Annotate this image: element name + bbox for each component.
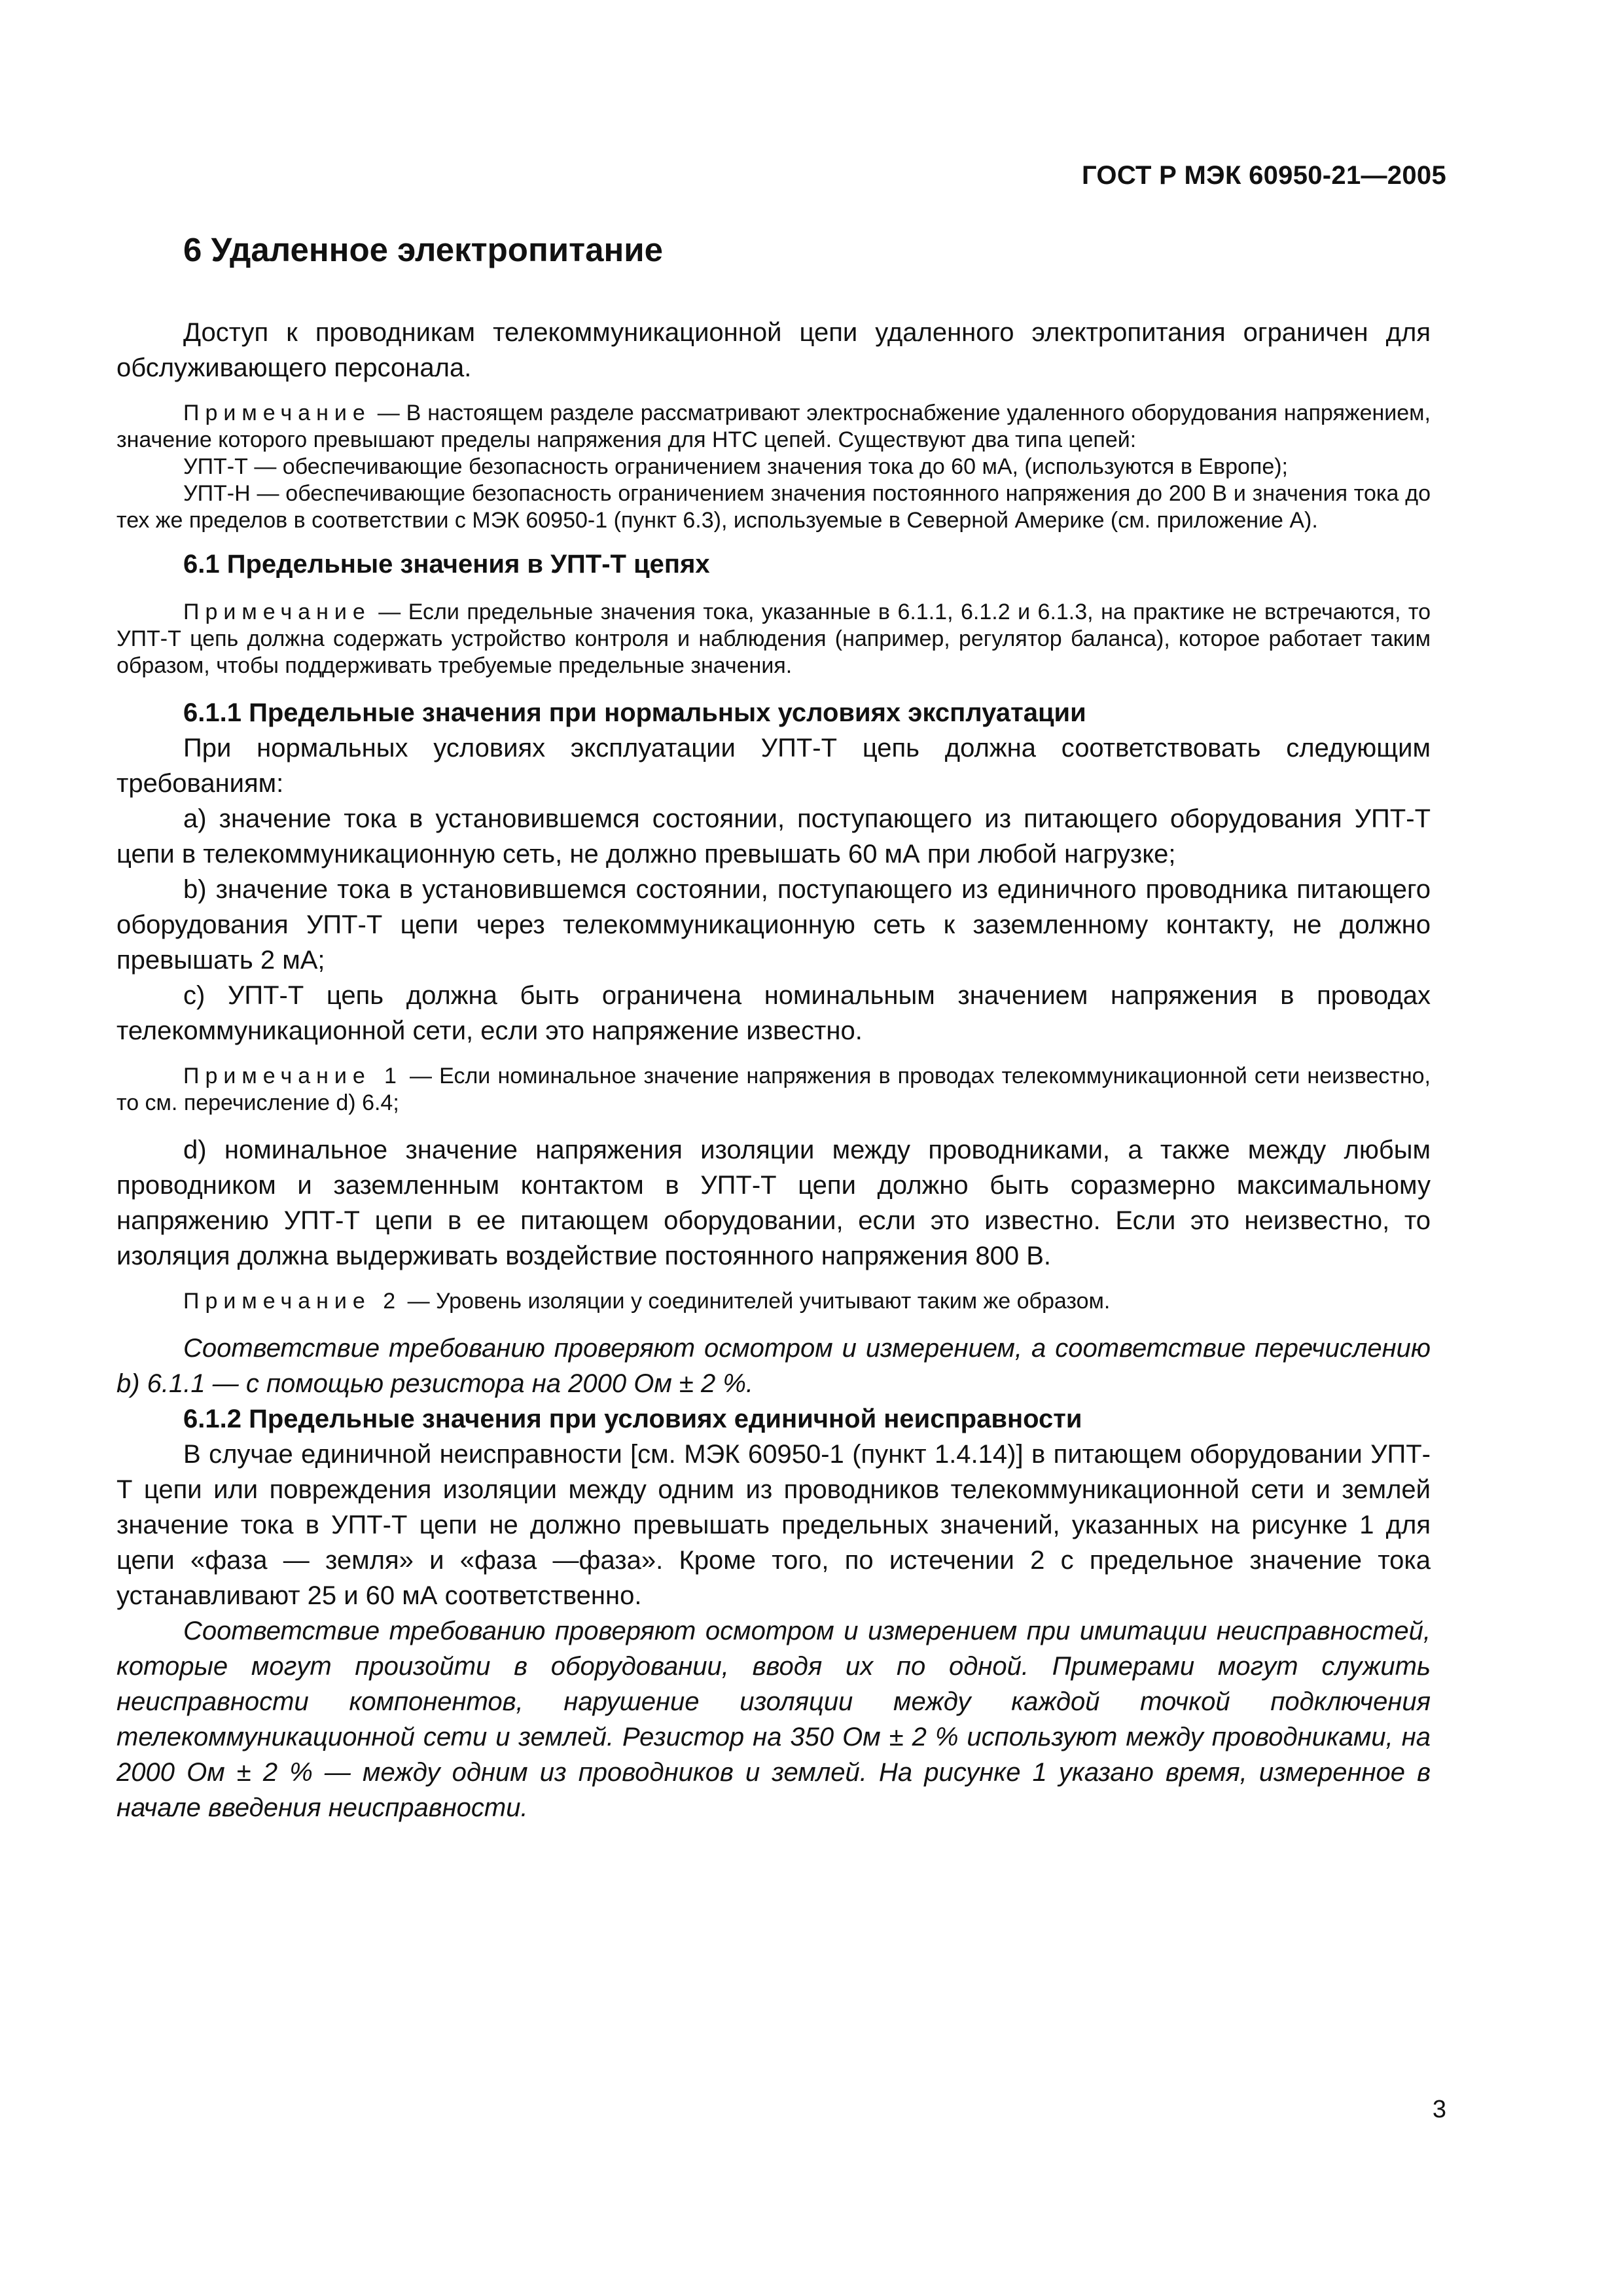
section-6-1-1-intro: При нормальных условиях эксплуатации УПТ-Т цепь должна соответствовать следующим требованиям:: [116, 734, 1431, 798]
document-code-header: ГОСТ Р МЭК 60950-21—2005: [1081, 161, 1446, 190]
list-item-d: d) номинальное значение напряжения изоляции между проводниками, а также между любым проводником и заземленным контактом в УПТ-Т цепи должно быть соразмерно максимальному напряжению УПТ-Т цепи в ее питающем оборудовании, если это известно. Если это неизвестно, то изоляция должна выдерживать воздействие постоянного напряжения 800 В.: [116, 1136, 1431, 1270]
section-6-1-title: 6.1 Предельные значения в УПТ-Т цепях: [183, 550, 710, 579]
section-6-title: 6 Удаленное электропитание: [183, 231, 663, 268]
compliance-6-1-2: Соответствие требованию проверяют осмотром и измерением при имитации неисправностей, которые могут произойти в оборудовании, вводя их по одной. Примерами могут служить неисправности компонентов, нарушение изоляции между каждой точкой подключения телекоммуникационной сети и землей. Резистор на 350 Ом ± 2 % используют между проводниками, на 2000 Ом ± 2 % — между одним из проводников и землей. На рисунке 1 указано время, измеренное в начале введения неисправности.: [116, 1617, 1431, 1822]
note-upt-t: УПТ-Т — обеспечивающие безопасность ограничением значения тока до 60 мА, (используются в Европе);: [183, 454, 1288, 479]
note-text: — Если предельные значения тока, указанные в 6.1.1, 6.1.2 и 6.1.3, на практике не встречаются, то УПТ-Т цепь должна содержать устройство контроля и наблюдения (например, регулятор баланса), которое работает таким образом, чтобы поддерживать требуемые предельные значения.: [116, 600, 1431, 678]
note-label: Примечание 1: [183, 1064, 402, 1088]
list-item-c: c) УПТ-Т цепь должна быть ограничена номинальным значением напряжения в проводах телекоммуникационной сети, если это напряжение известно.: [116, 981, 1431, 1045]
note-label: Примечание: [183, 401, 371, 425]
list-item-b: b) значение тока в установившемся состоянии, поступающего из единичного проводника питающего оборудования УПТ-Т цепи через телекоммуникационную сеть к заземленному контакту, не должно превышать 2 мА;: [116, 875, 1431, 975]
note-text: — В настоящем разделе рассматривают электроснабжение удаленного оборудования напряжением, значение которого превышают пределы напряжения для НТС цепей. Существуют два типа цепей:: [116, 401, 1431, 452]
section-6-1-1-title: 6.1.1 Предельные значения при нормальных условиях эксплуатации: [183, 698, 1086, 727]
note-label: Примечание: [183, 600, 371, 624]
note-upt-n: УПТ-Н — обеспечивающие безопасность ограничением значения постоянного напряжения до 200 В и значения тока до тех же пределов в соответствии с МЭК 60950-1 (пункт 6.3), используемые в Северной Америке (см. приложение А).: [116, 481, 1431, 533]
note-text: — Уровень изоляции у соединителей учитывают таким же образом.: [407, 1289, 1111, 1314]
compliance-6-1-1: Соответствие требованию проверяют осмотром и измерением, а соответствие перечислению b) 6.1.1 — с помощью резистора на 2000 Ом ± 2 %.: [116, 1334, 1431, 1398]
section-6-1-2-title: 6.1.2 Предельные значения при условиях единичной неисправности: [183, 1405, 1082, 1433]
note-label: Примечание 2: [183, 1289, 402, 1314]
section-6-1-2-paragraph: В случае единичной неисправности [см. МЭК 60950-1 (пункт 1.4.14)] в питающем оборудовании УПТ-Т цепи или повреждения изоляции между одним из проводников телекоммуникационной сети и землей значение тока в УПТ-Т цепи не должно превышать предельных значений, указанных на рисунке 1 для цепи «фаза — земля» и «фаза —фаза». Кроме того, по истечении 2 с предельное значение тока устанавливают 25 и 60 мА соответственно.: [116, 1440, 1431, 1610]
section-6-note: [116, 400, 1431, 454]
section-6-1-note: [116, 599, 1431, 679]
page-content: [116, 230, 1431, 1840]
page-number: 3: [1432, 2096, 1446, 2123]
section-6-paragraph: Доступ к проводникам телекоммуникационной цепи удаленного электропитания ограничен для обслуживающего персонала.: [116, 318, 1431, 382]
note-1: [116, 1063, 1431, 1117]
note-2: [116, 1288, 1431, 1315]
list-item-a: а) значение тока в установившемся состоянии, поступающего из питающего оборудования УПТ-Т цепи в телекоммуникационную сеть, не должно превышать 60 мА при любой нагрузке;: [116, 804, 1431, 869]
note-text: — Если номинальное значение напряжения в проводах телекоммуникационной сети неизвестно, то см. перечисление d) 6.4;: [116, 1064, 1431, 1115]
